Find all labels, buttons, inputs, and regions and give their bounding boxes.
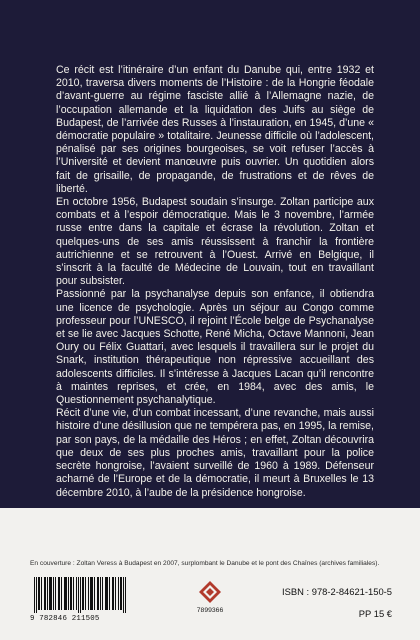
barcode-bars-icon (34, 577, 126, 613)
blurb-paragraph: Passionné par la psychanalyse depuis son enfance, il obtiendra une licence de psychologie. Après un séjour au Congo comme professeur pour l’UNESCO, il rejoint l’École belge de Psychanalyse et se lie avec Jacques Schotte, René Micha, Octave Mannoni, Jean Oury ou Félix Guattari, avec lesquels il travaillera sur le projet du Snark, institution thérapeutique non répressive accueillant des adolescents difficiles. Il s’intéresse à Jacques Lacan qu’il rencontre à maintes reprises, et crée, en 1984, avec des amis, le Questionnement psychanalytique. (56, 288, 374, 407)
blurb-paragraph: Récit d’une vie, d’un combat incessant, d’une revanche, mais aussi histoire d’une désillusion que ne tempérera pas, en 1995, la remise, par son pays, de la médaille des Héros ; en effet, Zoltan découvrira que deux de ses plus proches amis, travaillant pour la police secrète hongroise, l’avaient surveillé de 1960 à 1989. Défenseur acharné de l’Europe et de la démocratie, il meurt à Bruxelles le 13 décembre 2010, à l’aube de la présidence hongroise. (56, 407, 375, 499)
blurb-paragraph: Ce récit est l’itinéraire d’un enfant du Danube qui, entre 1932 et 2010, traversa divers moments de l’Histoire : de la Hongrie féodale d’avant-guerre au régime fasciste allié à l’Allemagne nazie, de l’occupation allemande et la liquidation des Juifs au siège de Budapest, de l’arrivée des Russes à l’instauration, en 1945, d’une « démocratie populaire » totalitaire. Jeunesse difficile où l’adolescent, pénalisé par ses origines bourgeoises, se voit refuser l’accès à l’Université et devient manœuvre puis ouvrier. Un quotidien alors fait de grisaille, de propagande, de frustrations et de rêves de liberté. (56, 64, 374, 195)
blurb-text (56, 64, 374, 500)
publisher-code: 7899366 (196, 607, 224, 614)
publisher-logo-icon (198, 580, 222, 604)
barcode (30, 577, 130, 625)
isbn: ISBN : 978-2-84621-150-5 (282, 586, 392, 597)
price: PP 15 € (358, 608, 392, 619)
cover-caption: En couverture : Zoltan Veress à Budapest en 2007, surplombant le Danube et le pont des Chaînes (archives familiales). (30, 560, 380, 567)
barcode-number: 9 782846 211505 (30, 615, 100, 623)
blurb-paragraph: En octobre 1956, Budapest soudain s’insurge. Zoltan participe aux combats et à l’espoir démocratique. Mais le 3 novembre, l’armée russe entre dans la capitale et écrase la révolution. Zoltan et quelques-uns de ses amis réussissent à franchir la frontière autrichienne et se retrouvent à l’Ouest. Arrivé en Belgique, il s’inscrit à la faculté de Médecine de Louvain, tout en travaillant pour subsister. (56, 196, 374, 288)
